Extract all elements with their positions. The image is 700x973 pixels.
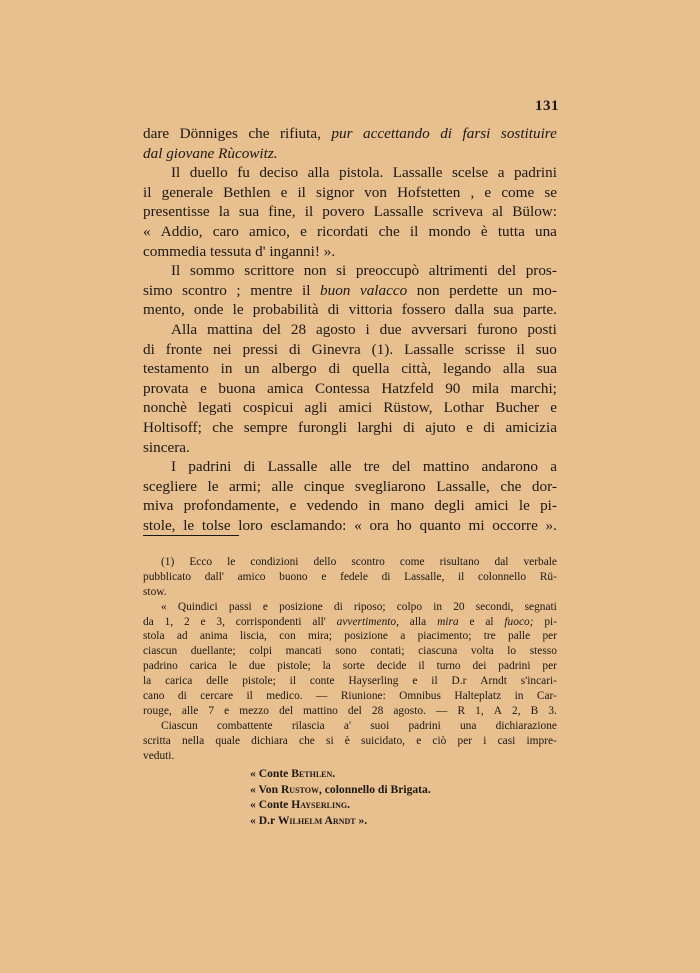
footnote-line: cano di cercare il medico. — Riunione: Omnibus Halteplatz in Car- [143,690,557,703]
footnote-line: pubblicato dall' amico buono e fedele di Lassalle, il colonnello Rü- [143,570,557,583]
body-line: Il duello fu deciso alla pistola. Lassalle scelse a padrini [171,164,557,182]
body-line: « Addio, caro amico, e ricordati che il mondo è tutta una [143,222,557,240]
page-number: 131 [535,98,559,114]
body-line: testamento in un albergo di quella città, legando alla sua [143,360,557,378]
body-text [143,124,557,535]
body-line: sincera. [143,438,190,456]
footnote-line: da 1, 2 e 3, corrispondenti all' avvertimento, alla mira e al fuoco; pi- [143,615,557,628]
body-line: miva profondamente, e vedendo in mano degli amici le pi- [143,497,557,515]
footnote-text [143,555,557,763]
signature-line: « Von Rustow, colonnello di Brigata. [250,782,431,796]
body-line: presentisse la sua fine, il povero Lassalle scriveva al Bülow: [143,203,557,221]
body-line: dal giovane Rùcowitz. [143,144,278,162]
footnote-line: « Quindici passi e posizione di riposo; colpo in 20 secondi, segnati [161,600,557,613]
body-line: scegliere le armi; alle cinque svegliarono Lassalle, che dor- [143,477,557,495]
body-line: commedia tessuta d' inganni! ». [143,242,336,260]
footnote-line: stola ad anima liscia, con mira; posizione a piacimento; tre palle per [143,630,557,643]
footnote-line: veduti. [143,749,175,762]
body-line: I padrini di Lassalle alle tre del mattino andarono a [171,458,557,476]
footnote-line: Ciascun combattente rilascia a' suoi padrini una dichiarazione [161,719,557,732]
footnote-line: ciascun duellante; colpi mancati sono contati; ciascuna volta lo stesso [143,645,557,658]
body-line: dare Dönniges che rifiuta, pur accettando di farsi sostituire [143,125,557,142]
signature-line: « D.r Wilhelm Arndt ». [250,813,368,827]
body-line: di fronte nei pressi di Ginevra (1). Lassalle scrisse il suo [143,340,557,358]
body-line: nonchè legati cospicui agli amici Rüstow, Lothar Bucher e [143,399,557,417]
footnote-line: stow. [143,585,167,598]
signature-line: « Conte Hayserling. [250,798,350,812]
body-line: Alla mattina del 28 agosto i due avversari furono posti [171,320,557,338]
body-line: il generale Bethlen e il signor von Hofstetten , e come se [143,183,557,201]
footnote-line: padrino carica le due pistole; la sorte decide il turno dei padrini per [143,660,557,673]
body-line: mento, onde le probabilità di vittoria fossero dalla sua parte. [143,301,557,319]
signature-line: « Conte Bethlen. [250,767,336,780]
body-line: simo scontro ; mentre il buon valacco non perdette un mo- [143,281,557,299]
body-line: Holtisoff; che sempre furongli larghi di ajuto e di amicizia [143,418,557,436]
body-line: provata e buona amica Contessa Hatzfeld 90 mila marchi; [143,379,557,397]
footnote-rule [143,535,239,536]
footnote-line: rouge, alle 7 e mezzo del mattino del 28 agosto. — R 1, A 2, B 3. [143,704,557,717]
body-line: Il sommo scrittore non si preoccupò altrimenti del pros- [171,262,557,280]
body-line: stole, le tolse loro esclamando: « ora ho quanto mi occorre ». [143,516,557,534]
footnote-line: la carica delle pistole; il conte Hayserling e il D.r Arndt s'incari- [143,675,557,688]
footnote-signatures [250,766,431,828]
footnote-line: (1) Ecco le condizioni dello scontro come risultano dal verbale [161,556,557,568]
footnote-line: scritta nella quale dichiara che si è suicidato, e ciò per i casi impre- [143,734,557,747]
